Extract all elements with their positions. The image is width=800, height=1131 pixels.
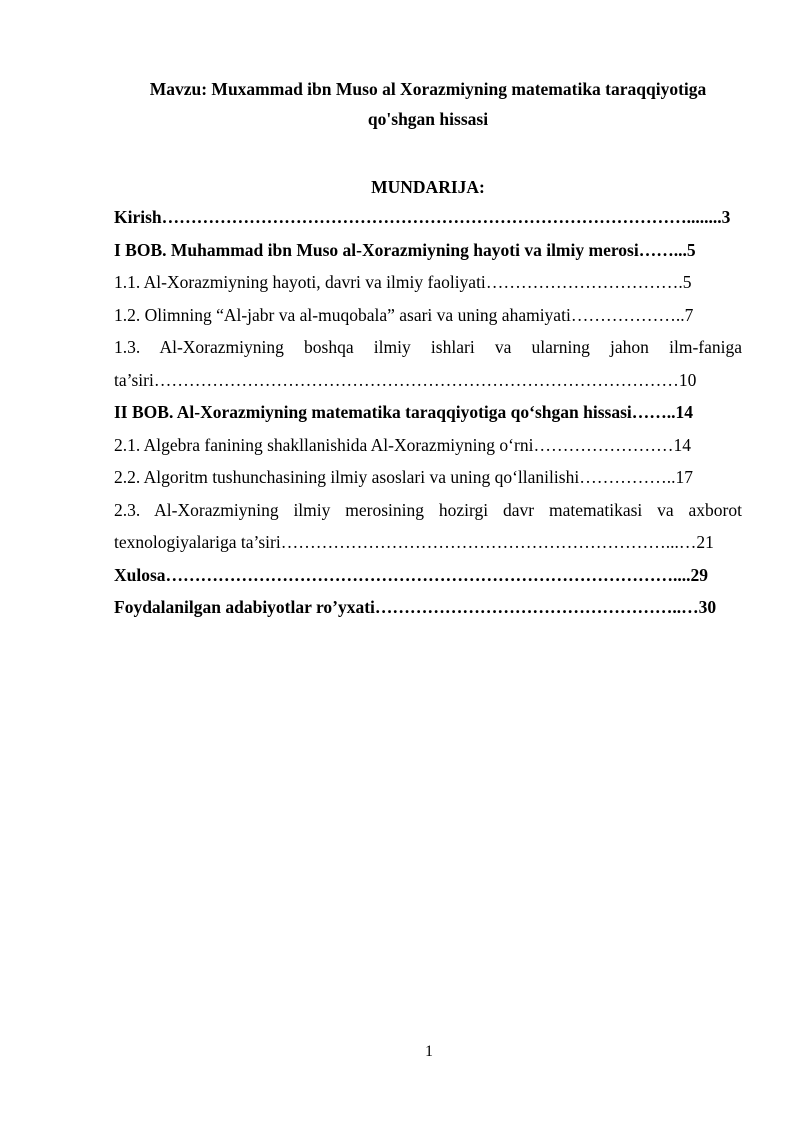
toc-entry-page: 14 [675, 402, 694, 422]
toc-entry-title-line1: 1.3. Al-Xorazmiyning boshqa ilmiy ishlari va ularning jahon ilm-faniga [114, 337, 742, 357]
page-number: 1 [425, 1043, 433, 1060]
toc-entry-title-line2: texnologiyalariga ta’siri [114, 532, 281, 552]
toc-entry-title: I BOB. Muhammad ibn Muso al-Xorazmiyning hayoti va ilmiy merosi [114, 239, 639, 260]
toc-entry-leader: ……………….. [570, 304, 685, 325]
toc-entry-title: Foydalanilgan adabiyotlar ro’yxati [114, 597, 375, 617]
toc-entry-chapter-1[interactable] [114, 234, 742, 267]
toc-entry-title-line2: ta’siri [114, 369, 154, 390]
toc-entry-title-line1: 2.3. Al-Xorazmiyning ilmiy merosining hozirgi davr matematikasi va axborot [114, 499, 742, 520]
toc-entry-chapter-2[interactable] [114, 396, 742, 429]
toc-entry-page: 5 [686, 239, 696, 260]
toc-entry-section-2-1[interactable] [114, 429, 742, 462]
toc-entry-page: 29 [690, 564, 709, 585]
document-title: Mavzu: Muxammad ibn Muso al Xorazmiyning matematika taraqqiyotiga qo'shgan hissasi [149, 79, 707, 129]
toc-entry-leader: ……………………………………………………………………………… [153, 369, 679, 390]
toc-entry-xulosa[interactable] [114, 559, 742, 592]
toc-entry-page: 17 [675, 467, 693, 487]
toc-entry-title-line2-wrapper [114, 526, 742, 559]
toc-entry-section-1-2[interactable] [114, 299, 742, 332]
toc-entry-leader: …………….. [579, 467, 676, 487]
toc-entry-title: 2.1. Algebra fanining shakllanishida Al-Xorazmiyning o‘rni [114, 434, 534, 455]
toc-entry-page: 30 [698, 597, 717, 617]
toc-entry-section-2-3[interactable] [114, 494, 742, 559]
toc-entry-title: 2.2. Algoritm tushunchasining ilmiy asoslari va uning qo‘llanilishi [114, 467, 580, 487]
toc-entry-title: 1.1. Al-Xorazmiyning hayoti, davri va ilmiy faoliyati [114, 272, 486, 292]
toc-entry-title: 1.2. Olimning “Al-jabr va al-muqobala” asari va uning ahamiyati [114, 304, 571, 325]
toc-entry-section-1-3[interactable] [114, 331, 742, 396]
toc-entry-leader: ……………………………………………..… [374, 597, 699, 617]
toc-entry-page: 21 [696, 532, 714, 552]
toc-entry-references[interactable] [114, 591, 742, 624]
toc-entry-page: 7 [684, 304, 694, 325]
toc-entry-page: 5 [682, 272, 692, 292]
toc-entry-leader: …………………………………………………………...… [280, 532, 697, 552]
toc-entry-title: Kirish [114, 207, 162, 227]
table-of-contents [114, 201, 742, 624]
toc-entry-kirish[interactable] [114, 201, 742, 234]
toc-entry-leader: …………………………………………………………………………….... [165, 564, 691, 585]
toc-entry-title: II BOB. Al-Xorazmiyning matematika taraqqiyotiga qo‘shgan hissasi [114, 402, 632, 422]
toc-entry-page: 3 [721, 207, 731, 227]
toc-entry-title: Xulosa [114, 564, 166, 585]
toc-entry-leader: …….. [631, 402, 676, 422]
toc-entry-section-1-1[interactable] [114, 266, 742, 299]
toc-entry-leader: …………………… [533, 434, 674, 455]
toc-entry-leader: ……………………………. [485, 272, 683, 292]
toc-entry-page: 14 [673, 434, 691, 455]
toc-entry-title-line2-wrapper [114, 364, 742, 397]
toc-entry-section-2-2[interactable] [114, 461, 742, 494]
toc-entry-page: 10 [678, 369, 697, 390]
toc-heading: MUNDARIJA: [371, 177, 485, 197]
toc-entry-leader: ……... [638, 239, 687, 260]
toc-entry-leader: ………………………………………………………………………………........ [161, 207, 722, 227]
